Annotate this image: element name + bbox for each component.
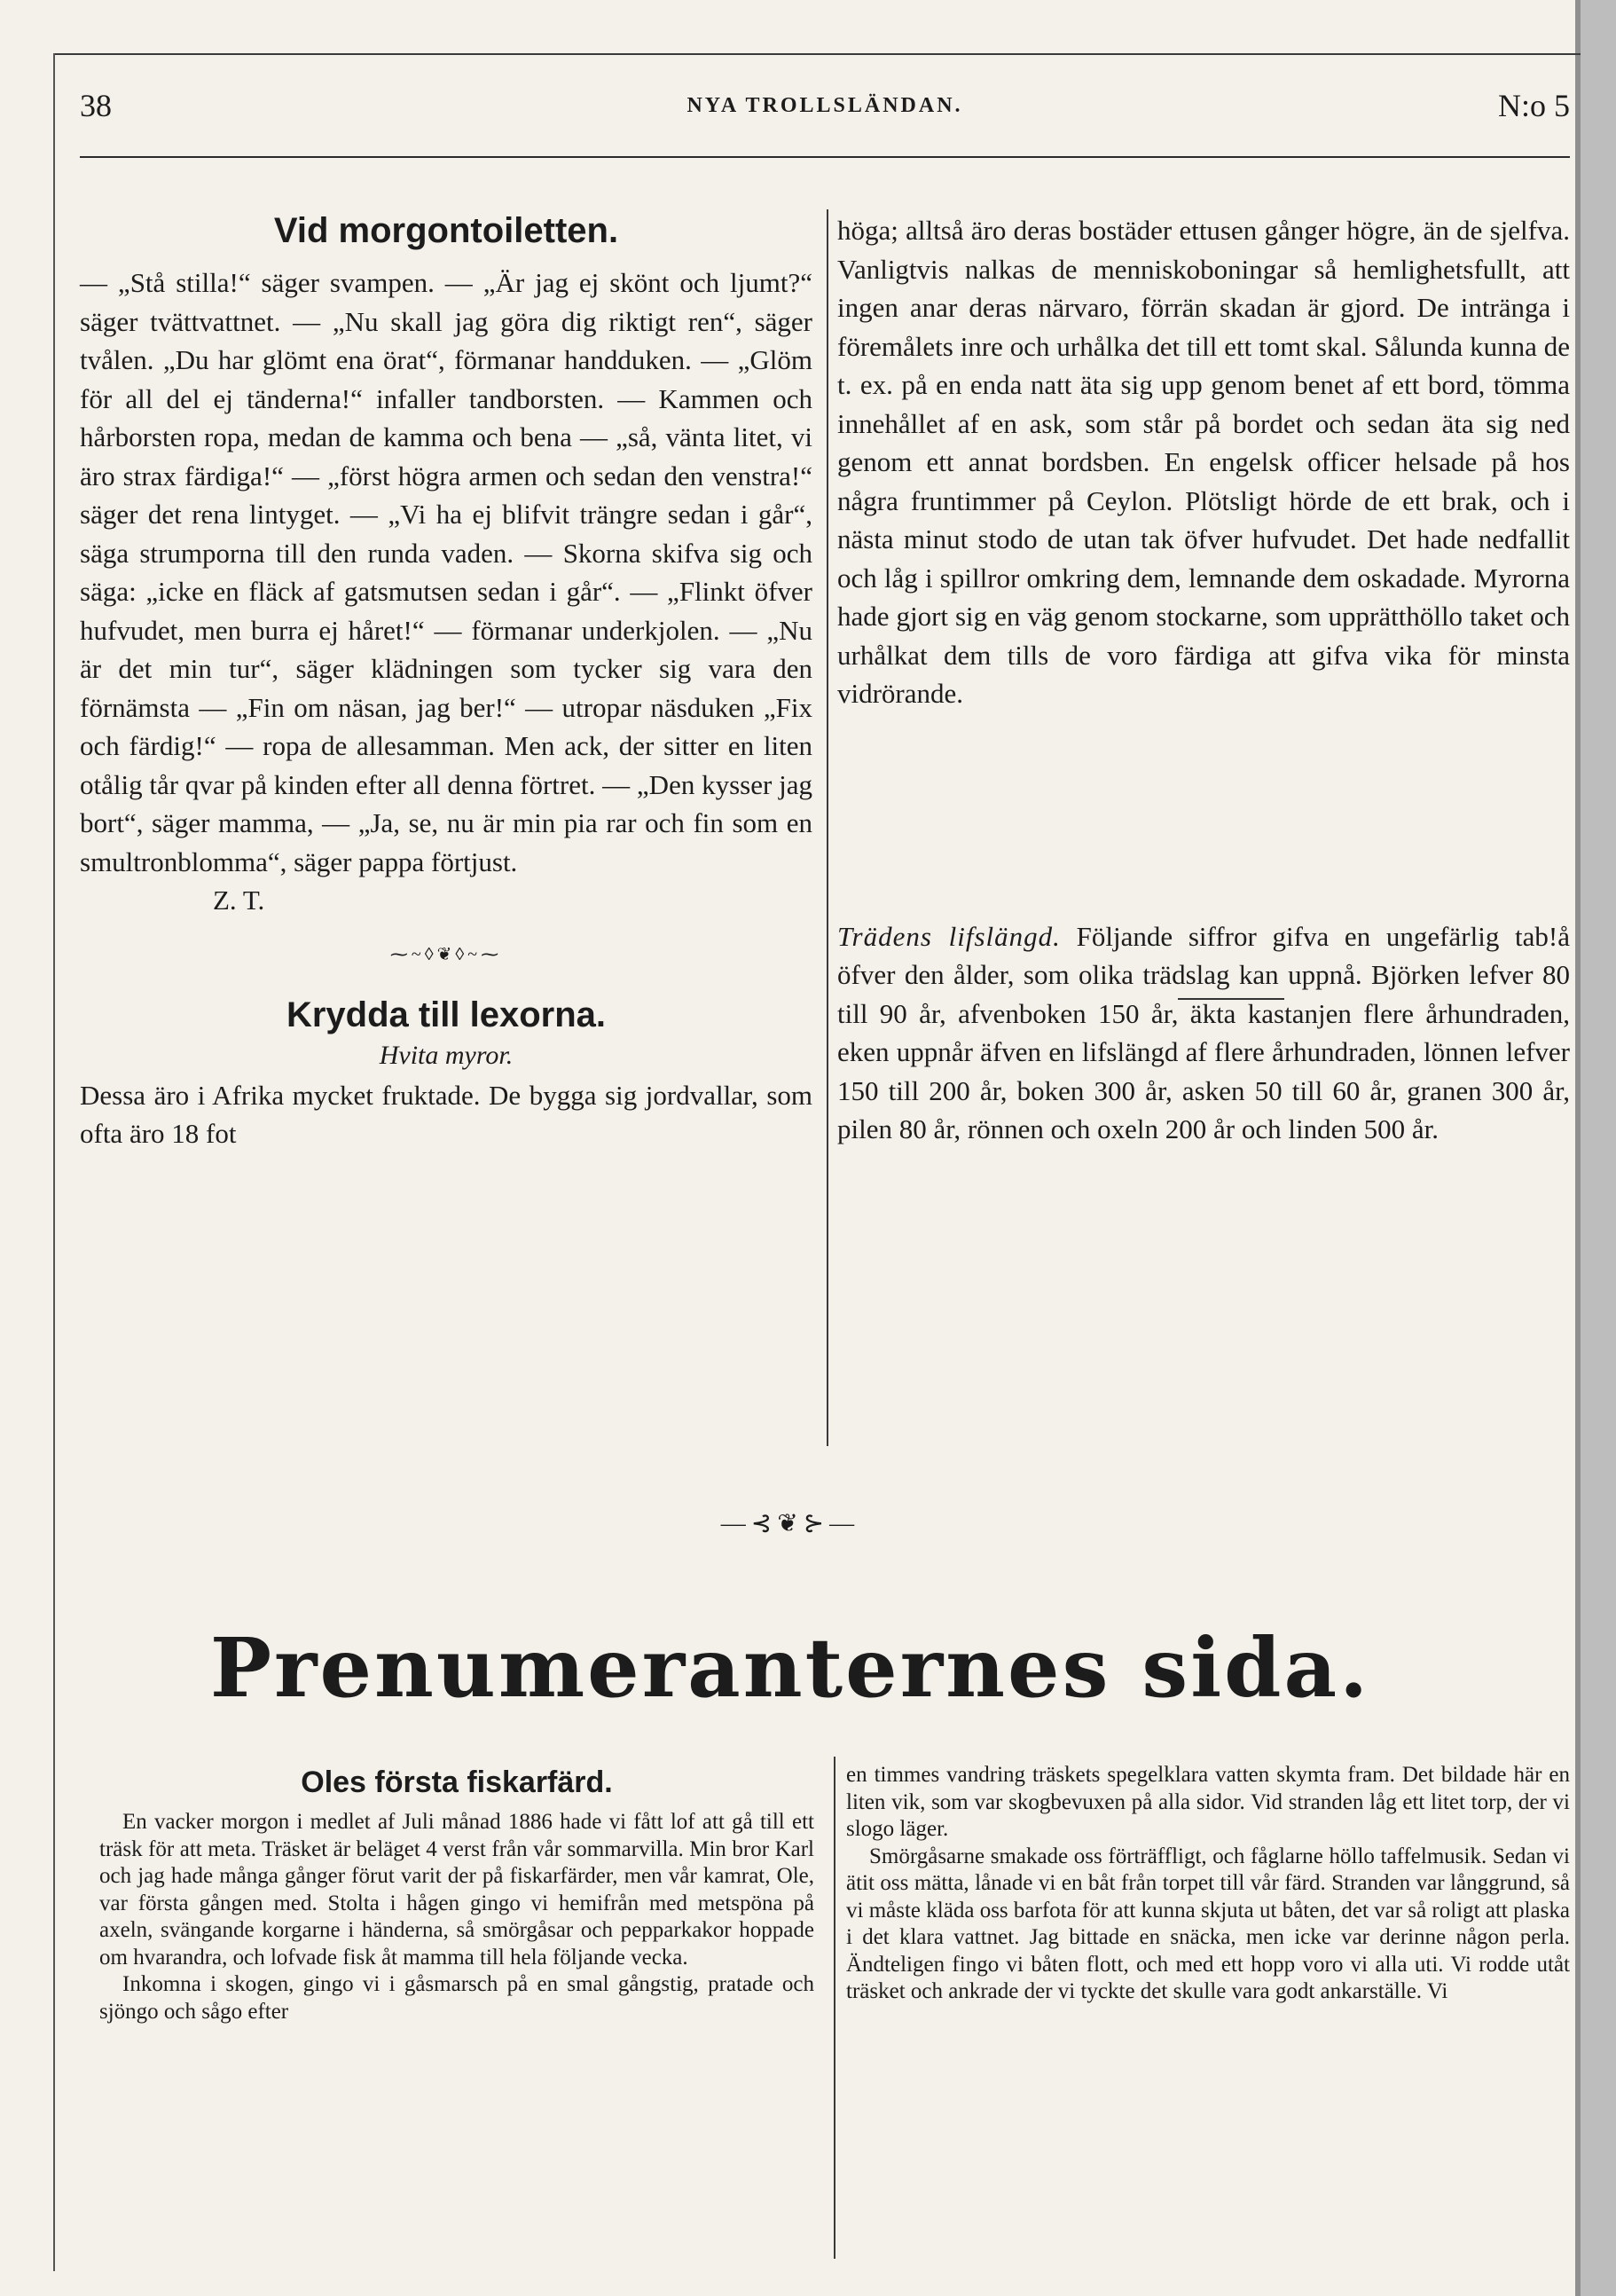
section-ornament: —⊰❦⊱— bbox=[720, 1510, 860, 1537]
story-paragraph-1: En vacker morgon i medlet af Juli månad 1886 hade vi fått lof att gå till ett träsk för att meta. Träsket är beläget 4 verst från vår sommarvilla. Min bror Karl och jag hade många gånger förut varit der på fiskarfärder, men vår kamrat, Ole, var första gången med. Stolta i hågen gingo vi hemifrån med metspöna på axeln, svängande korgarne i händerna, så smörgåsar och pepparkakor hoppade om hvarandra, och lofvade fisk åt mamma till hela följande vecka. bbox=[99, 1810, 814, 1970]
short-divider bbox=[1178, 998, 1284, 1000]
story-paragraph-2: Inkomna i skogen, gingo vi i gåsmarsch på en smal gångstig, pratade och sjöngo och sågo efter bbox=[99, 1972, 814, 2024]
section-heading: Prenumeranternes sida. bbox=[209, 1620, 1371, 1716]
story-paragraph-4: Smörgåsarne smakade oss förträffligt, och fåglarne höllo taffelmusik. Sedan vi ätit oss mätta, lånade vi en båt från torpet till vår färd. Stranden var långgrund, så vi måste kläda oss barfota för att kunna skjuta ut båten, det var så roligt att plaska i det klara vattnet. Jag bittade en snäcka, men icke var derinne någon perla. Ändteligen fingo vi båten flott, och med ett hopp voro vi alla uti. Vi rodde utåt träsket och ankrade der vi tyckte det skulle vara godt ankarställe. Vi bbox=[846, 1844, 1570, 2003]
page-number: 38 bbox=[80, 88, 112, 123]
ornament-divider: ⁓~◊❦◊~⁓ bbox=[389, 944, 503, 964]
right-column bbox=[837, 211, 1570, 1149]
story-right-column bbox=[846, 1762, 1570, 2006]
article-signature: Z. T. bbox=[213, 885, 265, 916]
page-header bbox=[80, 87, 1570, 131]
story-column-divider bbox=[834, 1757, 835, 2259]
story-title: Oles första fiskarfärd. bbox=[301, 1765, 613, 1799]
article-body-hvita-myror-cont: höga; alltså äro deras bostäder ettusen gånger högre, än de sjelfva. Vanligtvis nalkas de menniskoboningar så hemlighetsfullt, att ingen anar deras närvaro, förrän skadan är gjord. De intränga i föremålets inre och urhålka det till ett tomt skal. Sålunda kunna de t. ex. på en enda natt äta sig upp genom benet af ett bord, tömma innehållet af en ask, som står på bordet och sedan äta sig ned genom ett annat bordsben. En engelsk officer helsade på hos några fruntimmer på Ceylon. Plötsligt hörde de ett brak, och i nästa minut stodo de utan tak öfver hufvudet. Det hade nedfallit och låg i spillror omkring dem, lemnande dem oskadade. Myrorna hade gjort sig en väg genom stockarne, som upprätthöllo taket och urhålkat dem tills de voro färdiga att gifva vika för minsta vidrörande. bbox=[837, 215, 1570, 709]
story-paragraph-3: en timmes vandring träskets spegelklara vatten skymta fram. Det bildade här en liten vik, som var skogbevuxen på alla sidor. Vid stranden låg ett litet torp, der vi slogo läger. bbox=[846, 1763, 1570, 1841]
page-border-left bbox=[53, 53, 55, 2271]
page-edge-shadow bbox=[1581, 0, 1616, 2296]
left-column bbox=[80, 211, 812, 1153]
column-divider bbox=[827, 209, 828, 1446]
article-body-morgontoiletten: — „Stå stilla!“ säger svampen. — „Är jag ej skönt och ljumt?“ säger tvättvattnet. — „Nu skall jag göra dig riktigt ren“, säger tvålen. „Du har glömt ena örat“, förmanar handduken. — „Glöm för all del ej tänderna!“ infaller tandborsten. — Kammen och hårborsten ropa, medan de kamma och bena — „så, vänta litet, vi äro strax färdiga!“ — „först högra armen och sedan den venstra!“ säger det rena lintyget. — „Vi ha ej blifvit trängre sedan i går“, säga strumporna till den runda vaden. — Skorna skifva sig och säga: „icke en fläck af gatsmutsen sedan i går“. — „Flinkt öfver hufvudet, men burra ej håret!“ — förmanar underkjolen. — „Nu är det min tur“, säger klädningen som tycker sig vara den förnämsta — „Fin om näsan, jag ber!“ — utropar näsduken „Fix och färdig!“ — ropa de allesamman. Men ack, der sitter en liten otålig tår qvar på kinden efter all denna förtret. — „Den kysser jag bort“, säger mamma, — „Ja, se, nu är min pia rar och fin som en smultronblomma“, säger pappa förtjust. bbox=[80, 267, 812, 877]
article-caption-tradens-lifslangd: Trädens lifslängd. bbox=[837, 920, 1061, 952]
header-rule bbox=[80, 156, 1570, 158]
article-body-hvita-myror-start: Dessa äro i Afrika mycket fruktade. De bygga sig jordvallar, som ofta äro 18 fot bbox=[80, 1079, 812, 1149]
article-title-morgontoiletten: Vid morgontoiletten. bbox=[273, 211, 619, 250]
article-subtitle-hvita-myror: Hvita myror. bbox=[379, 1040, 514, 1070]
issue-number: N:o 5 bbox=[1498, 88, 1570, 123]
masthead: NYA TROLLSLÄNDAN. bbox=[686, 94, 963, 117]
story-left-column bbox=[99, 1765, 814, 2025]
page-border-top bbox=[53, 53, 1581, 55]
article-body-tradens-lifslangd: Trädens lifslängd. Följande siffror gifva en ungefärlig tab!å öfver den ålder, som olika trädslag kan uppnå. Björken lefver 80 till 90 år, afvenboken 150 år, äkta kastanjen flere århundraden, eken uppnår äfven en lifslängd af flere århundraden, lönnen lefver 150 till 200 år, boken 300 år, asken 50 till 60 år, granen 300 år, pilen 80 år, rönnen och oxeln 200 år och linden 500 år. bbox=[837, 920, 1571, 1144]
page-edge-line bbox=[1575, 0, 1581, 2296]
article-title-krydda: Krydda till lexorna. bbox=[286, 995, 607, 1034]
